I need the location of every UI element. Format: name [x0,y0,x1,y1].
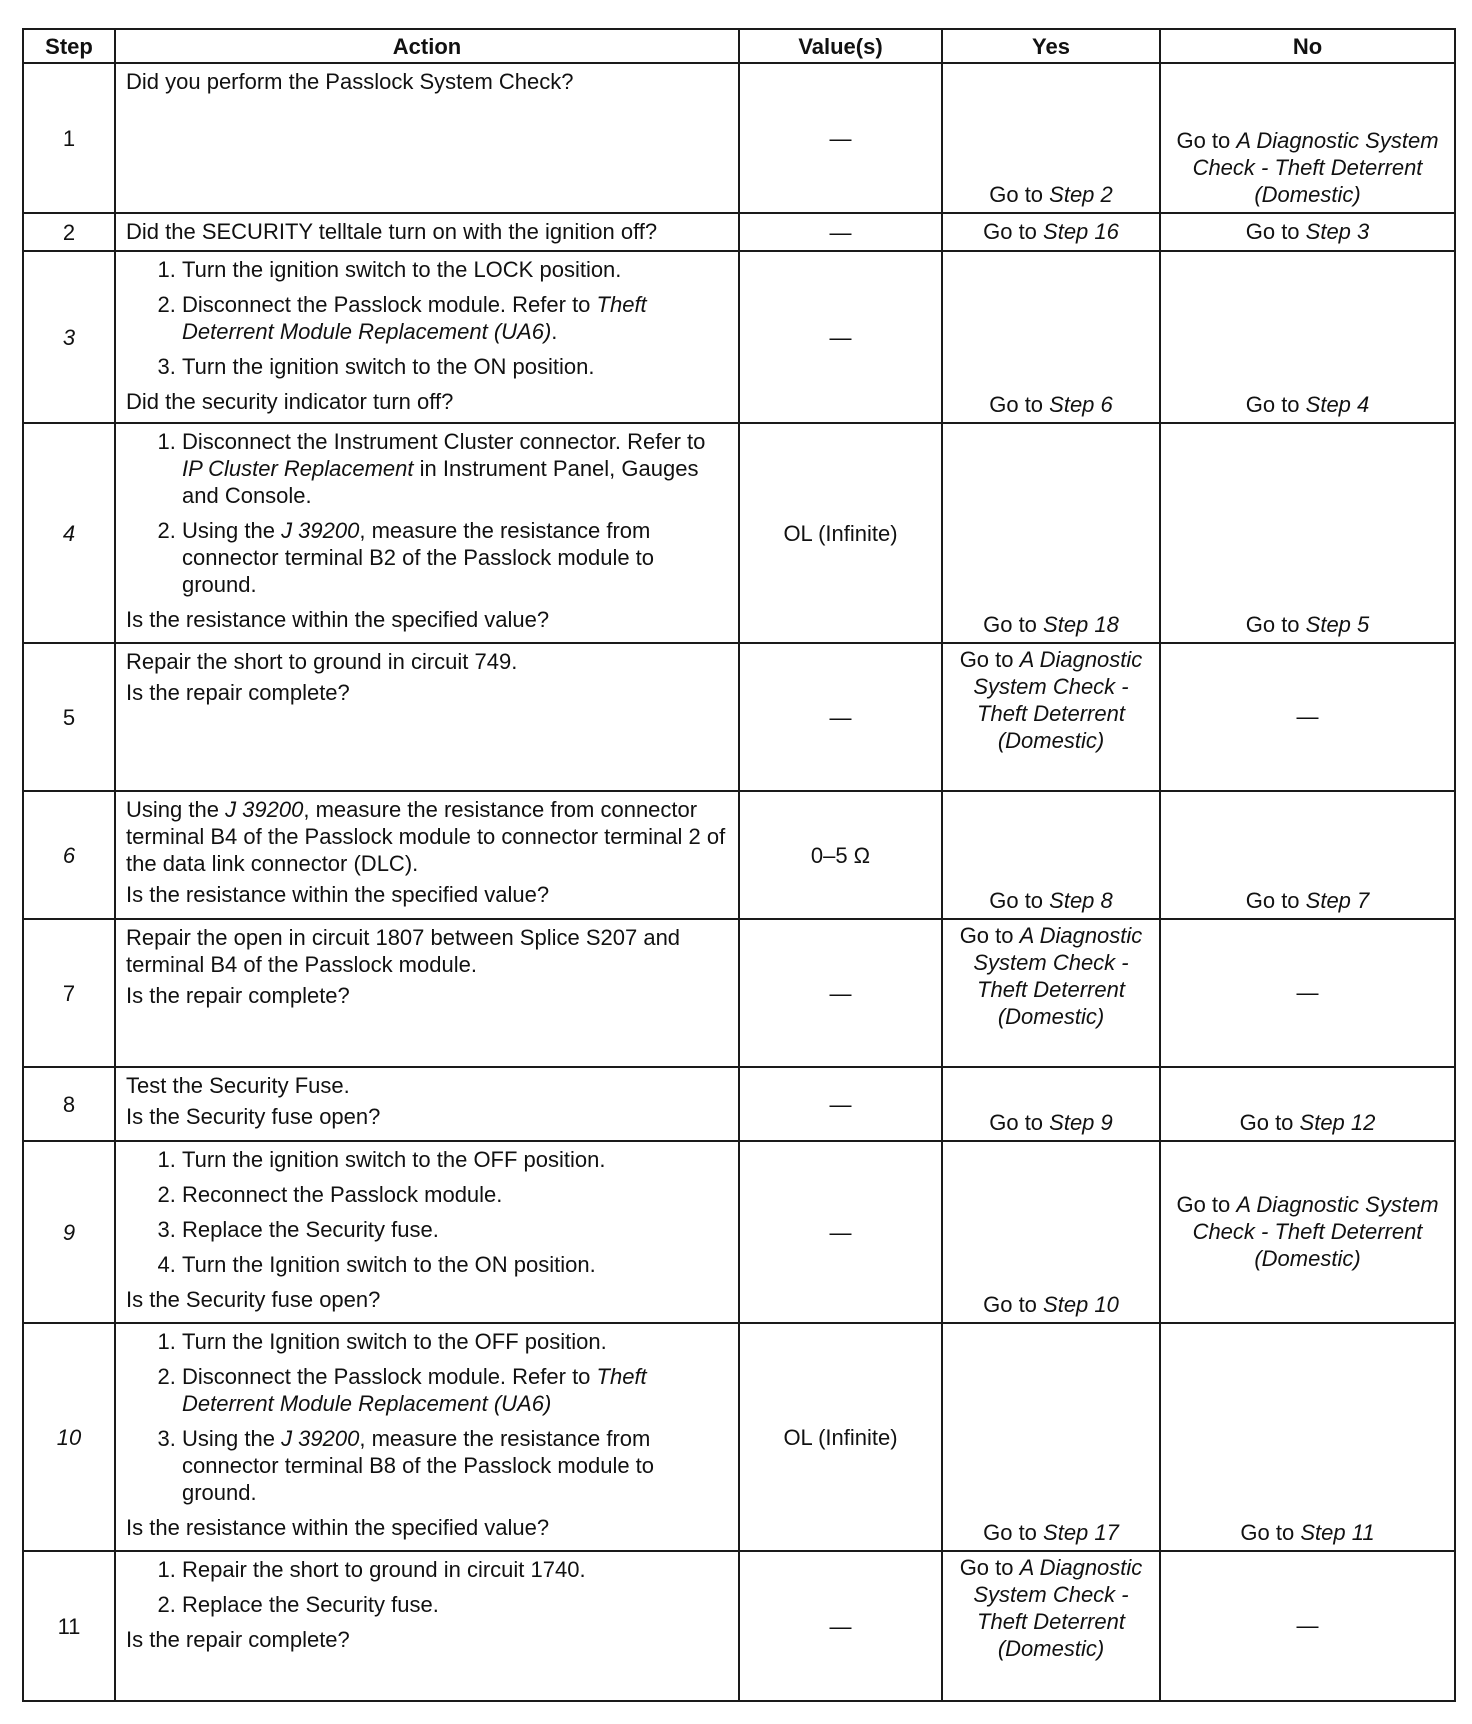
action-step: 2. Disconnect the Passlock module. Refer to Theft Deterrent Module Replacement (UA6) [182,1363,730,1417]
action-cell [115,1067,739,1141]
no-prefix: Go to [1176,1191,1237,1217]
step-number: 4 [23,423,115,643]
no-cell [1160,63,1455,213]
no-prefix: Go to [1239,1110,1300,1135]
table-row [23,213,1455,251]
no-cell [1160,919,1455,1067]
no-ref: Step 5 [1305,612,1370,637]
no-cell [1160,791,1455,919]
no-cell [1160,643,1455,791]
yes-cell [942,423,1160,643]
action-step: 1. Repair the short to ground in circuit 1740. [182,1556,730,1583]
action-step: 3. Turn the ignition switch to the ON position. [182,353,730,380]
yes-ref: Step 16 [1043,218,1119,244]
yes-prefix: Go to [959,647,1020,672]
no-prefix: Go to [1245,392,1306,417]
reference-link: IP Cluster Replacement [182,456,414,481]
yes-ref: A Diagnostic System Check - Theft Deterrent (Domestic) [973,647,1143,753]
action-step: 2. Reconnect the Passlock module. [182,1181,730,1208]
step-number: 10 [23,1323,115,1551]
value-cell: — [739,1141,942,1323]
action-question: Is the resistance within the specified value? [126,1515,550,1540]
step-number: 3 [23,251,115,423]
action-cell [115,919,739,1067]
action-question: Is the resistance within the specified value? [126,607,550,632]
yes-ref: Step 9 [1049,1110,1113,1135]
action-cell [115,63,739,213]
no-ref: — [1296,703,1319,729]
action-step: 1. Disconnect the Instrument Cluster connector. Refer to IP Cluster Replacement in Instrument Panel, Gauges and Console. [182,428,730,509]
table-row [23,1551,1455,1701]
value-cell: — [739,213,942,251]
no-ref: Step 4 [1305,392,1370,417]
no-prefix: Go to [1245,218,1306,244]
yes-cell [942,919,1160,1067]
no-cell [1160,1141,1455,1323]
action-text: Repair the short to ground in circuit 749. [126,649,518,674]
yes-ref: Step 18 [1043,612,1119,637]
action-cell [115,791,739,919]
step-number: 5 [23,643,115,791]
action-question: Is the repair complete? [126,983,350,1008]
diagnostic-table-page [22,28,1454,1702]
action-step: 2. Using the J 39200, measure the resistance from connector terminal B2 of the Passlock module to ground. [182,517,730,598]
action-text: Did the SECURITY telltale turn on with the ignition off? [126,219,658,244]
action-steps [126,1328,730,1506]
value-cell: OL (Infinite) [739,423,942,643]
table-row [23,1141,1455,1323]
action-steps [126,1146,730,1278]
header-values: Value(s) [739,29,942,63]
action-step: 1. Turn the Ignition switch to the OFF position. [182,1328,730,1355]
value-cell: OL (Infinite) [739,1323,942,1551]
action-cell [115,1551,739,1701]
action-cell [115,213,739,251]
action-question: Is the Security fuse open? [126,1287,381,1312]
tool-ref: J 39200 [225,797,304,822]
yes-ref: Step 2 [1049,182,1113,207]
value-cell: — [739,63,942,213]
header-step: Step [23,29,115,63]
action-text: Using the J 39200, measure the resistance from connector terminal B4 of the Passlock module to connector terminal 2 of the data link connector (DLC). [126,797,726,876]
yes-prefix: Go to [959,923,1020,948]
no-cell [1160,251,1455,423]
value-cell: 0–5 Ω [739,791,942,919]
header-yes: Yes [942,29,1160,63]
yes-prefix: Go to [983,1520,1044,1545]
yes-prefix: Go to [983,612,1044,637]
yes-cell [942,1551,1160,1701]
no-cell [1160,423,1455,643]
no-ref: — [1296,979,1319,1005]
action-text: Repair the open in circuit 1807 between Splice S207 and terminal B4 of the Passlock module. [126,925,681,977]
action-step: 3. Using the J 39200, measure the resistance from connector terminal B8 of the Passlock module to ground. [182,1425,730,1506]
action-cell [115,643,739,791]
action-step: 3. Replace the Security fuse. [182,1216,730,1243]
action-cell [115,251,739,423]
yes-prefix: Go to [989,888,1050,913]
no-prefix: Go to [1245,888,1306,913]
action-text: Test the Security Fuse. [126,1073,350,1098]
action-cell [115,1323,739,1551]
no-prefix: Go to [1240,1520,1301,1545]
yes-cell [942,1141,1160,1323]
action-step: 1. Turn the ignition switch to the LOCK position. [182,256,730,283]
action-steps [126,256,730,380]
reference-link: Theft Deterrent Module Replacement (UA6) [182,292,647,344]
no-prefix: Go to [1245,612,1306,637]
yes-cell [942,251,1160,423]
table-row [23,63,1455,213]
yes-ref: Step 17 [1043,1520,1119,1545]
step-number: 1 [23,63,115,213]
step-number: 2 [23,213,115,251]
table-row [23,919,1455,1067]
action-question: Is the repair complete? [126,680,350,705]
yes-prefix: Go to [989,392,1050,417]
action-step: 2. Replace the Security fuse. [182,1591,730,1618]
yes-ref: Step 6 [1049,392,1113,417]
no-ref: A Diagnostic System Check - Theft Deterrent (Domestic) [1192,128,1439,207]
no-ref: A Diagnostic System Check - Theft Deterrent (Domestic) [1192,1191,1439,1271]
tool-ref: J 39200 [281,518,360,543]
action-step: 2. Disconnect the Passlock module. Refer to Theft Deterrent Module Replacement (UA6). [182,291,730,345]
table-row [23,791,1455,919]
yes-cell [942,643,1160,791]
action-text: Did you perform the Passlock System Check? [126,69,574,94]
no-prefix: Go to [1176,128,1237,153]
yes-ref: Step 10 [1043,1292,1119,1317]
table-row [23,251,1455,423]
no-ref: Step 7 [1305,888,1370,913]
action-step: 4. Turn the Ignition switch to the ON position. [182,1251,730,1278]
value-cell: — [739,251,942,423]
no-ref: — [1296,1612,1319,1638]
reference-link: Theft Deterrent Module Replacement (UA6) [182,1364,647,1416]
step-number: 8 [23,1067,115,1141]
no-cell [1160,1551,1455,1701]
yes-cell [942,1323,1160,1551]
value-cell: — [739,1067,942,1141]
diagnostic-table [22,28,1456,1702]
value-cell: — [739,643,942,791]
table-row [23,423,1455,643]
yes-cell [942,1067,1160,1141]
yes-cell [942,63,1160,213]
step-number: 7 [23,919,115,1067]
yes-cell [942,791,1160,919]
step-number: 11 [23,1551,115,1701]
table-row [23,643,1455,791]
action-cell [115,423,739,643]
action-question: Is the resistance within the specified value? [126,882,550,907]
yes-cell [942,213,1160,251]
step-number: 6 [23,791,115,919]
yes-ref: A Diagnostic System Check - Theft Deterrent (Domestic) [973,923,1143,1029]
yes-ref: A Diagnostic System Check - Theft Deterrent (Domestic) [973,1555,1143,1661]
no-ref: Step 3 [1305,218,1370,244]
header-row [23,29,1455,63]
yes-prefix: Go to [983,218,1044,244]
header-action: Action [115,29,739,63]
table-row [23,1067,1455,1141]
no-ref: Step 12 [1299,1110,1376,1135]
value-cell: — [739,919,942,1067]
action-question: Did the security indicator turn off? [126,389,454,414]
action-cell [115,1141,739,1323]
action-steps [126,428,730,598]
yes-ref: Step 8 [1049,888,1113,913]
no-ref: Step 11 [1300,1520,1375,1545]
action-step: 1. Turn the ignition switch to the OFF position. [182,1146,730,1173]
yes-prefix: Go to [989,182,1050,207]
value-cell: — [739,1551,942,1701]
yes-prefix: Go to [989,1110,1050,1135]
no-cell [1160,213,1455,251]
action-question: Is the Security fuse open? [126,1104,381,1129]
table-row [23,1323,1455,1551]
no-cell [1160,1323,1455,1551]
tool-ref: J 39200 [281,1426,360,1451]
yes-prefix: Go to [959,1555,1020,1580]
step-number: 9 [23,1141,115,1323]
action-steps [126,1556,730,1618]
yes-prefix: Go to [983,1292,1044,1317]
action-question: Is the repair complete? [126,1627,350,1652]
header-no: No [1160,29,1455,63]
no-cell [1160,1067,1455,1141]
